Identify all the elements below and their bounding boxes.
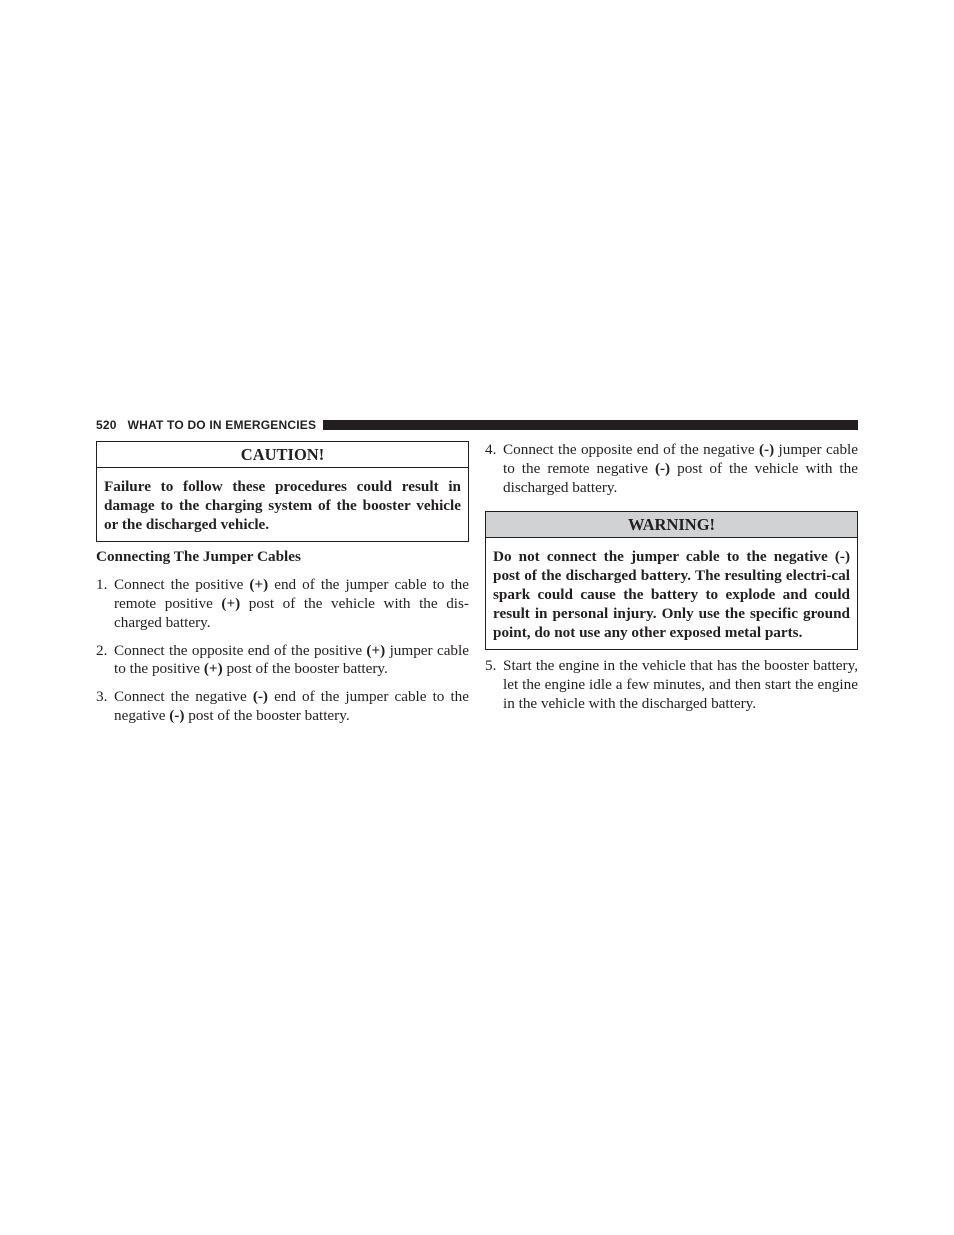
warning-title: WARNING! [486,512,857,538]
negative-symbol: (-) [758,441,775,458]
step-3 [96,688,469,726]
right-column [485,441,858,714]
step-text [114,688,469,726]
positive-symbol: (+) [203,660,223,678]
step-number: 4. [485,441,497,458]
step-1 [96,576,469,632]
step-text-part: jumper cable to the positive [114,641,469,678]
positive-symbol: (+) [249,576,269,594]
step-text-part: Connect the positive [114,576,250,594]
step-number: 2. [96,641,108,659]
caution-box [96,441,469,542]
step-text: Start the engine in the vehicle that has the booster battery, let the engine idle a few minutes, and then start the engine in the vehicle with the discharged battery. [503,657,858,712]
step-text-part: end of the jumper cable to the negative [114,688,469,724]
step-text-part: post of the vehicle with the dis-charged battery. [114,594,469,631]
step-text-part: post of the booster battery. [184,706,350,724]
step-2 [96,642,469,680]
page-number: 520 [96,418,117,432]
negative-symbol: (-) [654,459,671,477]
left-column [96,441,469,726]
warning-body: Do not connect the jumper cable to the negative (-) post of the discharged battery. The resulting electri-cal spark could cause the battery to explode and could result in personal injury. Only use the specific ground point, do not use any other exposed metal parts. [493,548,850,641]
step-number: 3. [96,688,108,706]
step-5 [485,657,858,713]
page-header [96,416,858,434]
step-text-part: Connect the opposite end of the negative [503,441,759,458]
caution-title: CAUTION! [97,442,468,468]
step-text-part: post of the booster battery. [222,660,388,678]
step-number: 5. [485,657,497,675]
step-4 [485,441,858,497]
step-text-part: Connect the opposite end of the positive [114,641,367,659]
step-text-part: Connect the negative [114,688,253,706]
step-text-part: post of the vehicle with the discharged battery. [503,459,858,496]
header-rule [323,420,858,430]
caution-body: Failure to follow these procedures could result in damage to the charging system of the booster vehicle or the discharged vehicle. [104,478,461,533]
section-heading: Connecting The Jumper Cables [96,548,301,566]
warning-box [485,511,858,650]
negative-symbol: (-) [252,688,268,706]
positive-symbol: (+) [221,594,241,612]
positive-symbol: (+) [366,641,386,659]
step-text-part: end of the jumper cable to the remote positive [114,576,470,612]
step-text [114,642,469,680]
step-text-part: jumper cable to the remote negative [503,441,858,477]
step-text [503,441,858,497]
section-title: WHAT TO DO IN EMERGENCIES [127,418,317,432]
step-number: 1. [96,576,108,594]
negative-symbol: (-) [169,706,185,724]
step-text [114,576,469,632]
